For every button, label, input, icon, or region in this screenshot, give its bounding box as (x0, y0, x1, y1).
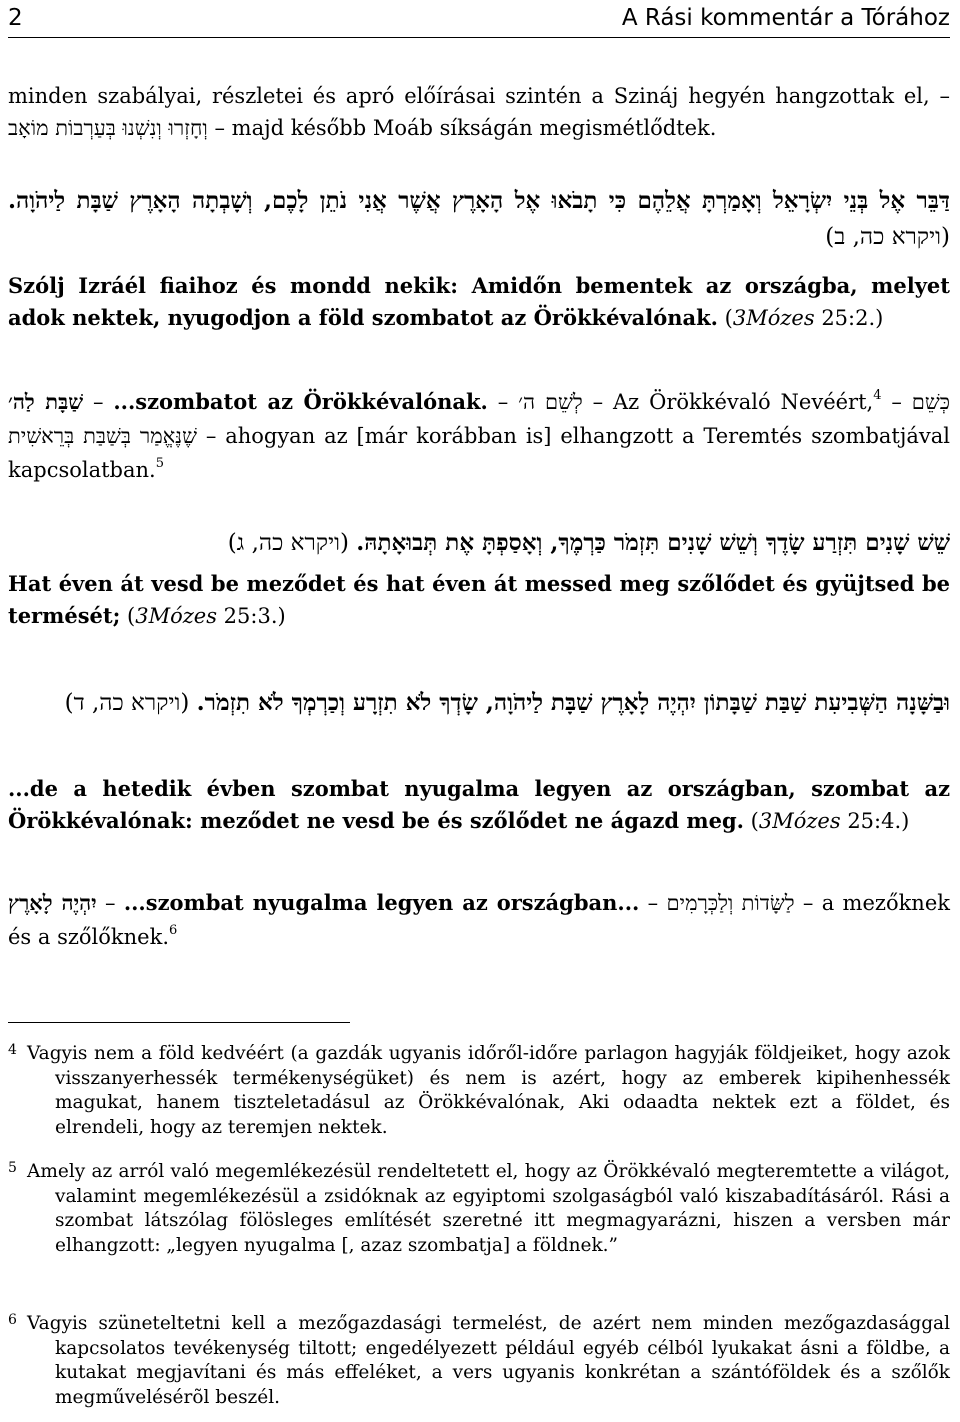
footnote-marker[interactable]: 5 (155, 456, 164, 471)
footnote-marker[interactable]: 6 (169, 923, 178, 938)
verse-translation (8, 568, 950, 632)
verse-hebrew (8, 183, 950, 255)
hebrew-verse-text: שֵׁשׁ שָׁנִים תִּזְרַע שָׂדֶךָ וְשֵׁשׁ שָׁנִים תִּזְמֹר כַּרְמֶךָ, וְאָסַפְתָּ אֶת תְּבוּאָתָהּ. (356, 529, 950, 556)
lemma-hungarian: ...szombat nyugalma legyen az országban... (123, 890, 640, 915)
hebrew-phrase: כְּשֵׁם שֶׁנֶּאֱמַר בְּשַׁבַּת בְּרֵאשִׁית (8, 390, 950, 448)
verse-translation (8, 773, 950, 837)
citation-book: 3Mózes (135, 604, 217, 628)
comment-text: – Az Örökkévaló Nevéért, (582, 390, 874, 414)
hebrew-phrase: לְשֵׁם ה׳ (518, 390, 583, 414)
translation-text: Hat éven át vesd be meződet és hat éven át messed meg szőlődet és gyüjtsed be termését; (8, 571, 950, 628)
lemma-hebrew: יִהְיֶה לָאָרֶץ (8, 890, 97, 915)
dash: – (96, 891, 124, 915)
citation-open: ( (120, 604, 136, 628)
dash: – (881, 390, 912, 414)
hebrew-phrase: וְחָזְרוּ וְנִשְׁנוּ בְּעַרְבוֹת מוֹאָב (8, 116, 208, 140)
dash: – (487, 390, 519, 414)
hebrew-verse-text: וּבַשָּׁנָה הַשְּׁבִיעִת שַׁבַּת שַׁבָּתוֹן יִהְיֶה לָאָרֶץ שַׁבָּת לַיהֹוָה, שָׂדְךָ לֹא תִזְרָע וְכַרְמְךָ לֹא תִזְמֹר. (196, 689, 950, 716)
hebrew-verse-text: דַּבֵּר אֶל בְּנֵי יִשְׂרָאֵל וְאָמַרְתָּ אֲלֵהֶם כִּי תָבֹאוּ אֶל הָאָרֶץ אֲשֶׁר אֲנִי נֹתֵן לָכֶם, וְשָׁבְתָה הָאָרֶץ שַׁבָּת לַיהֹוָה. (8, 187, 950, 214)
verse-hebrew (8, 685, 950, 721)
footnote-text: Vagyis szüneteltetni kell a mezőgazdasági termelést, de azért nem minden mezőgazdasággal kapcsolatos tevékenység tiltott; engedélyezett például egyéb célból lyukakat ásni a földbe, a kutakat megjavítani és más effeléket, a vers ugyanis konkrétan a szántóföldek és a szőlők megművelésérõl beszél. (27, 1313, 950, 1408)
intro-line: minden szabályai, részletei és apró előírásai szintén a Szináj hegyén hangzottak el, (8, 84, 930, 108)
verse-hebrew (8, 527, 950, 559)
dash: – (939, 84, 951, 108)
running-header (8, 0, 950, 36)
citation-open: ( (743, 809, 759, 833)
citation-open: ( (717, 306, 733, 330)
header-rule (8, 37, 950, 38)
footnote-text: Vagyis nem a föld kedvéért (a gazdák ugyanis időről-időre parlagon hagyják földjeiket, hogy azok visszanyerhessék termékenységüket) és nem is azért, hogy az emberek kipihenhessék magukat, hanem tiszteletadásul az Örökkévalónak, Aki odaadta nektek ezt a földet, és elrendeli, hogy az teremjen nektek. (27, 1043, 950, 1138)
intro-rest: – majd később Moáb síkságán megismétlődtek. (207, 116, 717, 140)
footnote-5 (8, 1160, 950, 1258)
running-title: A Rási kommentár a Tórához (621, 5, 950, 31)
footnote-6 (8, 1312, 950, 1410)
verse-reference: (ויקרא כה, ג) (227, 530, 357, 556)
footnote-text: Amely az arról való megemlékezésül rendeltetett el, hogy az Örökkévaló megteremtette a világot, valamint megemlékezésül a zsidóknak az egyiptomi szolgaságból való kiszabadításáról. Rási a szombat látszólag fölösleges említését szeretné itt megmagyarázni, hiszen a versben már elhangzott: „legyen nyugalma [, azaz szombatja] a földnek.” (27, 1161, 950, 1256)
translation-text: ...de a hetedik évben szombat nyugalma legyen az országban, szombat az Örökkévalónak: meződet ne vesd be és szőlődet ne ágazd meg. (8, 776, 950, 833)
page-number: 2 (8, 5, 23, 31)
rashi-comment (8, 385, 950, 487)
hebrew-phrase: לַשָּׂדוֹת וְלַכְּרָמִים (666, 891, 795, 915)
dash: – (639, 891, 667, 915)
dash: – (83, 390, 114, 414)
verse-translation (8, 270, 950, 334)
comment-text: – a mezőknek és a szőlőknek. (8, 891, 950, 949)
citation-book: 3Mózes (732, 306, 815, 330)
intro-paragraph (8, 80, 950, 144)
verse-reference: (ויקרא כה, ב) (825, 224, 950, 250)
footnote-marker[interactable]: 4 (873, 388, 882, 403)
footnote-number: 6 (8, 1312, 17, 1328)
lemma-hungarian: ...szombatot az Örökkévalónak. (113, 389, 488, 414)
citation-book: 3Mózes (758, 809, 841, 833)
citation: 25:2.) (814, 306, 884, 330)
footnote-number: 5 (8, 1160, 17, 1176)
citation: 25:4.) (840, 809, 910, 833)
translation-text: Szólj Izráél fiaihoz és mondd nekik: Amidőn bementek az országba, melyet adok nektek, nyugodjon a föld szombatot az Örökkévalónak. (8, 273, 950, 330)
verse-reference: (ויקרא כה, ד) (64, 690, 197, 716)
footnote-number: 4 (8, 1042, 17, 1058)
citation: 25:3.) (217, 604, 286, 628)
rashi-comment (8, 886, 950, 954)
footnote-rule (8, 1022, 350, 1023)
footnote-4 (8, 1042, 950, 1140)
lemma-hebrew: שַׁבָּת לַה׳ (8, 389, 84, 414)
comment-text: – ahogyan az [már korábban is] elhangzott a Teremtés szombatjával kapcsolatban. (8, 424, 950, 482)
